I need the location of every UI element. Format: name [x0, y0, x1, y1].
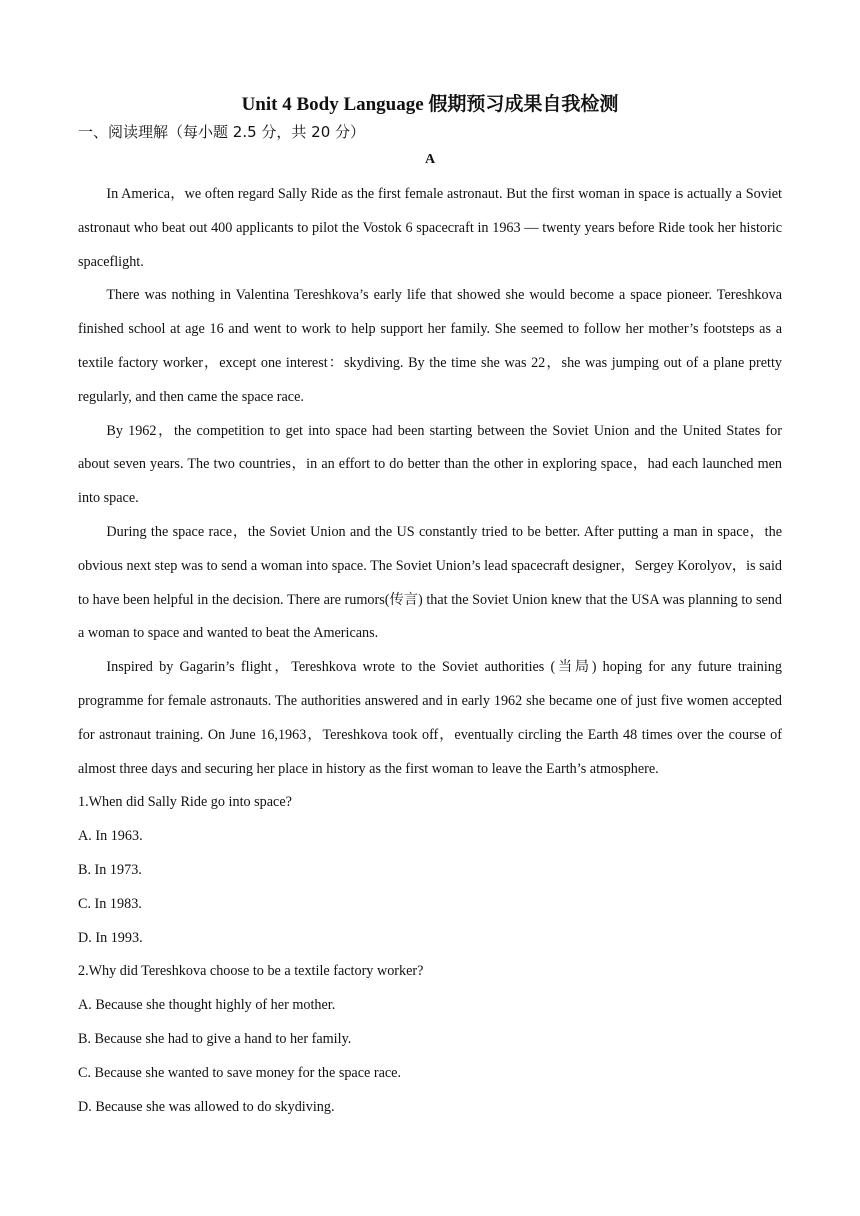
question-stem: 1.When did Sally Ride go into space?	[78, 794, 292, 811]
passage-label: A	[424, 152, 436, 167]
answer-option: C. In 1983.	[78, 895, 142, 912]
answer-option: B. In 1973.	[78, 861, 142, 878]
document-page	[78, 92, 782, 1124]
passage-paragraph: During the space race，the Soviet Union and the US constantly tried to be better. After putting a man in space，the obvious next step was to send a woman into space. The Soviet Union’s lead spacecraft designer，Sergey Korolyov，is said to have been helpful in the decision. There are rumors(传言) that the Soviet Union knew that the USA was planning to send a woman to space and wanted to beat the Americans.	[78, 523, 782, 642]
answer-option: C. Because she wanted to save money for the space race.	[78, 1064, 402, 1081]
answer-option: B. Because she had to give a hand to her family.	[78, 1030, 352, 1047]
answer-option: D. Because she was allowed to do skydiving.	[78, 1098, 335, 1115]
answer-option: A. Because she thought highly of her mother.	[78, 997, 336, 1014]
page-title: Unit 4 Body Language 假期预习成果自我检测	[241, 94, 619, 115]
passage-paragraph: Inspired by Gagarin’s flight，Tereshkova wrote to the Soviet authorities (当局) hoping for any future training programme for female astronauts. The authorities answered and in early 1962 she became one of just five women accepted for astronaut training. On June 16,1963，Tereshkova took off，eventually circling the Earth 48 times over the course of almost three days and securing her place in history as the first woman to leave the Earth’s atmosphere.	[78, 659, 782, 777]
section-heading: 一、阅读理解（每小题 2.5 分，共 20 分）	[78, 123, 366, 141]
passage-paragraph: In America，we often regard Sally Ride as the first female astronaut. But the first woman in space is actually a Soviet astronaut who beat out 400 applicants to pilot the Vostok 6 spacecraft in 1963 — twenty years before Ride took her historic spaceflight.	[78, 186, 782, 270]
passage-paragraph: There was nothing in Valentina Tereshkova’s early life that showed she would become a space pioneer. Tereshkova finished school at age 16 and went to work to help support her family. She seemed to follow her mother’s footsteps as a textile factory worker，except one interest：skydiving. By the time she was 22，she was jumping out of a plane pretty regularly, and then came the space race.	[78, 287, 782, 405]
question-2	[78, 955, 782, 1124]
question-1	[78, 786, 782, 955]
passage-paragraph: By 1962，the competition to get into space had been starting between the Soviet Union and the United States for about seven years. The two countries，in an effort to do better than the other in exploring space，had each launched men into space.	[78, 422, 782, 507]
passage	[78, 178, 782, 786]
question-stem: 2.Why did Tereshkova choose to be a textile factory worker?	[78, 963, 424, 980]
answer-option: A. In 1963.	[78, 828, 143, 845]
answer-option: D. In 1993.	[78, 929, 143, 946]
